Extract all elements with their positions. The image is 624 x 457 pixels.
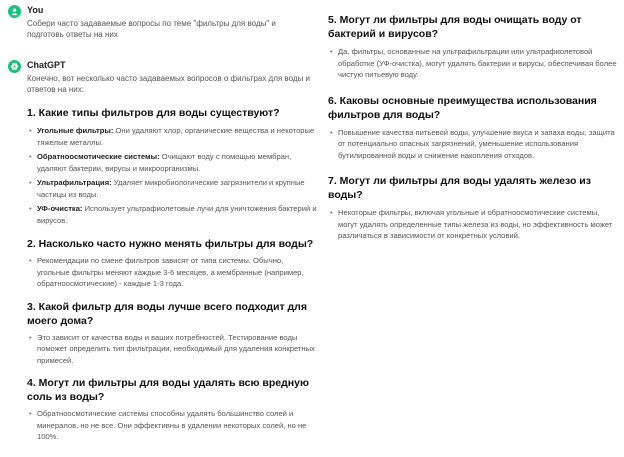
chatgpt-avatar	[8, 60, 21, 73]
list-item: • Ультрафильтрация: Удаляет микробиологические загрязнители и крупные частицы из воды.	[27, 177, 318, 200]
assistant-message	[0, 59, 318, 443]
question-6-list	[328, 127, 618, 162]
list-item: • Некоторые фильтры, включая угольные и обратноосмотические системы, могут удалять определенные типы железа из воды, но эффективность может различаться в зависимости от конкретных условий.	[328, 207, 618, 242]
question-2-list	[27, 255, 318, 290]
question-7-list	[328, 207, 618, 242]
list-item: • Да, фильтры, основанные на ультрафильтрации или ультрафиолетовой обработке (УФ-очистка), могут удалять бактерии и вирусы, обеспечивая более чистую питьевую воду.	[328, 46, 618, 81]
question-4-title: 4. Могут ли фильтры для воды удалять всю вредную соль из воды?	[27, 377, 309, 403]
question-6-title: 6. Каковы основные преимущества использования фильтров для воды?	[328, 94, 597, 121]
user-avatar	[8, 5, 21, 18]
question-3-title: 3. Какой фильтр для воды лучше всего подходит для моего дома?	[27, 300, 307, 327]
question-3-list	[27, 332, 318, 367]
question-4-list	[27, 408, 318, 443]
user-author: You	[27, 5, 44, 15]
assistant-intro: Конечно, вот несколько часто задаваемых вопросов о фильтрах для воды и ответов на них:	[27, 74, 310, 94]
question-5-title: 5. Могут ли фильтры для воды очищать воду от бактерий и вирусов?	[328, 14, 582, 40]
list-item: • Это зависит от качества воды и ваших потребностей. Тестирование воды поможет определить тип фильтрации, необходимый для удаления конкретных примесей.	[27, 332, 318, 367]
assistant-author: ChatGPT	[27, 60, 66, 70]
user-message	[0, 4, 318, 40]
user-message-text: Собери часто задаваемые вопросы по теме "фильтры для воды" и подготовь ответы на них	[27, 19, 276, 39]
list-item: • Обратноосмотические системы способны удалять большинство солей и минералов, но не все. Они эффективны в удалении некоторых солей, но не 100%.	[27, 408, 318, 443]
chat-left-column	[0, 0, 318, 443]
list-item: • Повышение качества питьевой воды, улучшение вкуса и запаха воды, защита от потенциально опасных загрязнений, уменьшение использования бутилированной воды и снижение накопления отходов.	[328, 127, 618, 162]
question-5-list	[328, 46, 618, 81]
list-item: • Обратноосмотические системы: Очищают воду с помощью мембран, удаляют бактерии, вирусы и микроорганизмы.	[27, 151, 318, 174]
user-icon	[10, 7, 19, 16]
chat-right-column	[328, 13, 618, 242]
question-2-title: 2. Насколько часто нужно менять фильтры для воды?	[27, 238, 314, 250]
list-item: • УФ-очистка: Использует ультрафиолетовые лучи для уничтожения бактерий и вирусов.	[27, 203, 318, 226]
list-item: • Рекомендации по смене фильтров зависят от типа системы. Обычно, угольные фильтры меняют каждые 3-6 месяцев, а мембранные (например, обратноосмотические) - каждые 1-3 года.	[27, 255, 318, 290]
question-7-title: 7. Могут ли фильтры для воды удалять железо из воды?	[328, 175, 591, 201]
question-1-title: 1. Какие типы фильтров для воды существуют?	[27, 107, 280, 119]
openai-logo-icon	[10, 62, 19, 71]
list-item: • Угольные фильтры: Они удаляют хлор, органические вещества и некоторые тяжелые металлы.	[27, 125, 318, 148]
question-1-list	[27, 125, 318, 226]
